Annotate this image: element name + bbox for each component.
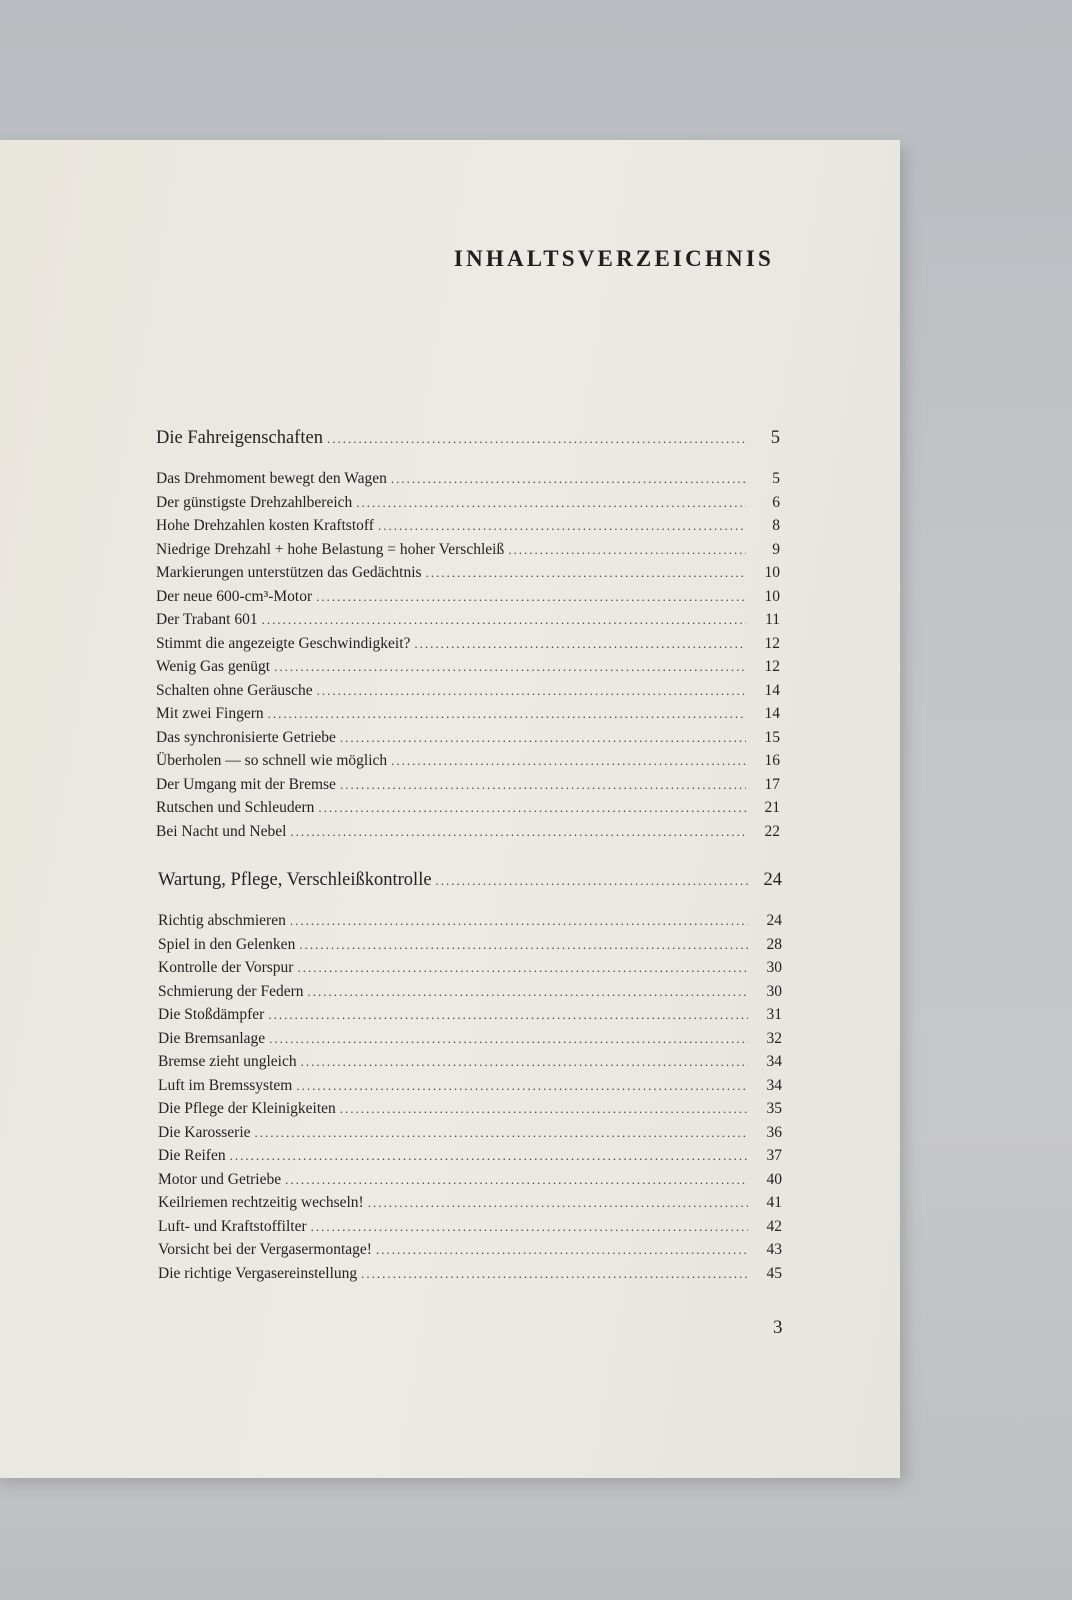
dot-leader bbox=[317, 683, 746, 699]
dot-leader bbox=[274, 659, 746, 675]
toc-entry-page: 22 bbox=[764, 822, 780, 840]
toc-entry bbox=[158, 1171, 782, 1195]
toc-entry bbox=[158, 959, 782, 983]
toc-entry-label: Der neue 600-cm³-Motor bbox=[156, 587, 313, 605]
toc-entry-label: Schmierung der Federn bbox=[158, 982, 304, 1000]
dot-leader bbox=[318, 800, 746, 816]
toc-section-heading bbox=[156, 428, 780, 462]
toc-entry-page: 12 bbox=[764, 658, 780, 675]
toc-entry-page: 35 bbox=[766, 1100, 782, 1117]
toc-entry bbox=[158, 983, 782, 1007]
page-number: 3 bbox=[773, 1317, 783, 1338]
toc-entry-page: 31 bbox=[766, 1006, 782, 1023]
toc-entry bbox=[158, 936, 782, 960]
dot-leader bbox=[290, 824, 746, 840]
dot-leader bbox=[327, 431, 746, 447]
toc-entry bbox=[158, 1147, 782, 1171]
toc-entry bbox=[156, 658, 780, 682]
toc-entry-label: Vorsicht bei der Vergasermontage! bbox=[158, 1241, 372, 1258]
toc-entry bbox=[156, 635, 780, 659]
toc-entry-page: 14 bbox=[764, 705, 780, 722]
section-heading-label: Die Fahreigenschaften bbox=[156, 428, 323, 448]
dot-leader bbox=[378, 518, 746, 534]
toc-entry-page: 37 bbox=[766, 1147, 782, 1164]
toc-entry bbox=[158, 1265, 782, 1289]
toc-entry bbox=[158, 1100, 782, 1124]
toc-entry bbox=[156, 776, 780, 800]
dot-leader bbox=[508, 542, 746, 558]
toc-entry-label: Keilriemen rechtzeitig wechseln! bbox=[158, 1194, 364, 1211]
dot-leader bbox=[311, 1219, 748, 1235]
toc-entry-page: 34 bbox=[766, 1053, 782, 1070]
dot-leader bbox=[340, 1101, 748, 1117]
toc-entry-page: 45 bbox=[766, 1264, 782, 1282]
toc-entry-label: Mit zwei Fingern bbox=[156, 705, 264, 722]
toc-entry-label: Die Stoßdämpfer bbox=[158, 1006, 265, 1023]
dot-leader bbox=[368, 1195, 748, 1211]
dot-leader bbox=[308, 984, 749, 1000]
dot-leader bbox=[296, 1078, 748, 1094]
toc-entry-page: 30 bbox=[766, 982, 782, 1000]
toc-entry bbox=[156, 494, 780, 518]
toc-entry-page: 40 bbox=[766, 1170, 782, 1188]
toc-entry-label: Niedrige Drehzahl + hohe Belastung = hoher Verschleiß bbox=[156, 540, 505, 558]
toc-section-heading bbox=[158, 870, 782, 904]
dot-leader bbox=[436, 873, 748, 889]
toc-entry bbox=[158, 1030, 782, 1054]
dot-leader bbox=[262, 612, 746, 628]
dot-leader bbox=[414, 636, 746, 652]
toc-entry bbox=[156, 705, 780, 729]
toc-entry bbox=[156, 541, 780, 565]
toc-entry-label: Bei Nacht und Nebel bbox=[156, 822, 287, 840]
dot-leader bbox=[340, 777, 746, 793]
dot-leader bbox=[297, 960, 748, 976]
toc-entry-label: Die Reifen bbox=[158, 1147, 226, 1164]
toc-entry-label: Rutschen und Schleudern bbox=[156, 799, 315, 816]
section-heading-page: 24 bbox=[763, 870, 782, 890]
toc-entry bbox=[156, 470, 780, 494]
toc-entry-page: 41 bbox=[766, 1194, 782, 1211]
toc-entry-label: Überholen — so schnell wie möglich bbox=[156, 752, 388, 769]
toc-entry-label: Die Karosserie bbox=[158, 1123, 251, 1141]
toc-entry bbox=[156, 611, 780, 635]
toc-entry bbox=[158, 1194, 782, 1218]
toc-section bbox=[156, 428, 780, 846]
toc-entry-label: Wenig Gas genügt bbox=[156, 658, 271, 675]
toc-entry-page: 5 bbox=[772, 470, 780, 487]
book-page bbox=[0, 140, 900, 1478]
toc-entry-label: Motor und Getriebe bbox=[158, 1170, 282, 1188]
toc-entry-page: 12 bbox=[764, 634, 780, 652]
toc-entry-label: Das synchronisierte Getriebe bbox=[156, 728, 336, 746]
toc-entry-page: 43 bbox=[766, 1241, 782, 1258]
dot-leader bbox=[255, 1125, 748, 1141]
toc-entry-label: Der Umgang mit der Bremse bbox=[156, 775, 336, 793]
toc-entry bbox=[156, 752, 780, 776]
dot-leader bbox=[290, 913, 748, 929]
toc-entry-page: 21 bbox=[764, 799, 780, 816]
toc-entry bbox=[158, 1077, 782, 1101]
toc-entry bbox=[158, 912, 782, 936]
dot-leader bbox=[268, 1007, 748, 1023]
toc-entry-page: 9 bbox=[772, 540, 780, 558]
toc-entry-page: 32 bbox=[766, 1029, 782, 1047]
toc-entry-label: Spiel in den Gelenken bbox=[158, 935, 296, 953]
toc-entry-label: Der günstigste Drehzahlbereich bbox=[156, 493, 353, 511]
toc-entry bbox=[158, 1241, 782, 1265]
toc-entry-label: Der Trabant 601 bbox=[156, 611, 258, 628]
toc-entry-page: 14 bbox=[764, 681, 780, 699]
toc-entry-page: 15 bbox=[764, 728, 780, 746]
section-heading-label: Wartung, Pflege, Verschleißkontrolle bbox=[158, 870, 432, 890]
section-heading-page: 5 bbox=[770, 428, 780, 448]
toc-entry-label: Kontrolle der Vorspur bbox=[158, 959, 294, 976]
dot-leader bbox=[299, 937, 748, 953]
toc-entry bbox=[156, 729, 780, 753]
toc-entry-page: 16 bbox=[764, 752, 780, 769]
dot-leader bbox=[361, 1266, 748, 1282]
toc-entry-label: Schalten ohne Geräusche bbox=[156, 681, 313, 699]
toc-entry-label: Hohe Drehzahlen kosten Kraftstoff bbox=[156, 517, 374, 534]
toc-entry-label: Bremse zieht ungleich bbox=[158, 1053, 297, 1070]
dot-leader bbox=[301, 1054, 748, 1070]
dot-leader bbox=[340, 730, 746, 746]
dot-leader bbox=[230, 1148, 748, 1164]
toc-entry-page: 17 bbox=[764, 775, 780, 793]
dot-leader bbox=[426, 565, 746, 581]
dot-leader bbox=[268, 706, 746, 722]
toc-entry-label: Stimmt die angezeigte Geschwindigkeit? bbox=[156, 634, 411, 652]
toc-entry bbox=[158, 1006, 782, 1030]
toc-entry-page: 6 bbox=[772, 493, 780, 511]
toc-entry-page: 24 bbox=[766, 912, 782, 929]
toc-entry bbox=[158, 1218, 782, 1242]
toc-entry-page: 8 bbox=[772, 517, 780, 534]
toc-entry-page: 10 bbox=[764, 564, 780, 581]
page-title: INHALTSVERZEICHNIS bbox=[453, 246, 774, 271]
dot-leader bbox=[376, 1242, 748, 1258]
toc-entry-label: Luft im Bremssystem bbox=[158, 1076, 293, 1094]
toc-entry-page: 30 bbox=[766, 959, 782, 976]
toc-entry bbox=[158, 1053, 782, 1077]
toc-entry-label: Die Bremsanlage bbox=[158, 1029, 266, 1047]
dot-leader bbox=[391, 753, 746, 769]
toc-entry-label: Das Drehmoment bewegt den Wagen bbox=[156, 470, 387, 487]
toc-entry bbox=[156, 799, 780, 823]
toc-entry-label: Luft- und Kraftstoffilter bbox=[158, 1217, 307, 1235]
toc-entry-label: Die richtige Vergasereinstellung bbox=[158, 1264, 358, 1282]
toc-entry bbox=[156, 823, 780, 847]
toc-entry bbox=[156, 682, 780, 706]
dot-leader bbox=[285, 1172, 748, 1188]
dot-leader bbox=[316, 589, 746, 605]
toc-entry-page: 36 bbox=[766, 1123, 782, 1141]
toc-entry bbox=[156, 564, 780, 588]
dot-leader bbox=[269, 1031, 748, 1047]
toc-entry-label: Markierungen unterstützen das Gedächtnis bbox=[156, 564, 422, 581]
toc-entry-page: 42 bbox=[766, 1217, 782, 1235]
dot-leader bbox=[391, 471, 746, 487]
toc-entry-label: Richtig abschmieren bbox=[158, 912, 286, 929]
toc-entry bbox=[158, 1124, 782, 1148]
toc-entry-label: Die Pflege der Kleinigkeiten bbox=[158, 1100, 336, 1117]
dot-leader bbox=[356, 495, 746, 511]
toc-entry-page: 11 bbox=[765, 611, 780, 628]
toc-entry bbox=[156, 517, 780, 541]
toc-section bbox=[158, 870, 782, 1288]
toc-entry-page: 10 bbox=[764, 587, 780, 605]
toc-entry-page: 34 bbox=[766, 1076, 782, 1094]
toc-entry bbox=[156, 588, 780, 612]
toc-entry-page: 28 bbox=[766, 935, 782, 953]
